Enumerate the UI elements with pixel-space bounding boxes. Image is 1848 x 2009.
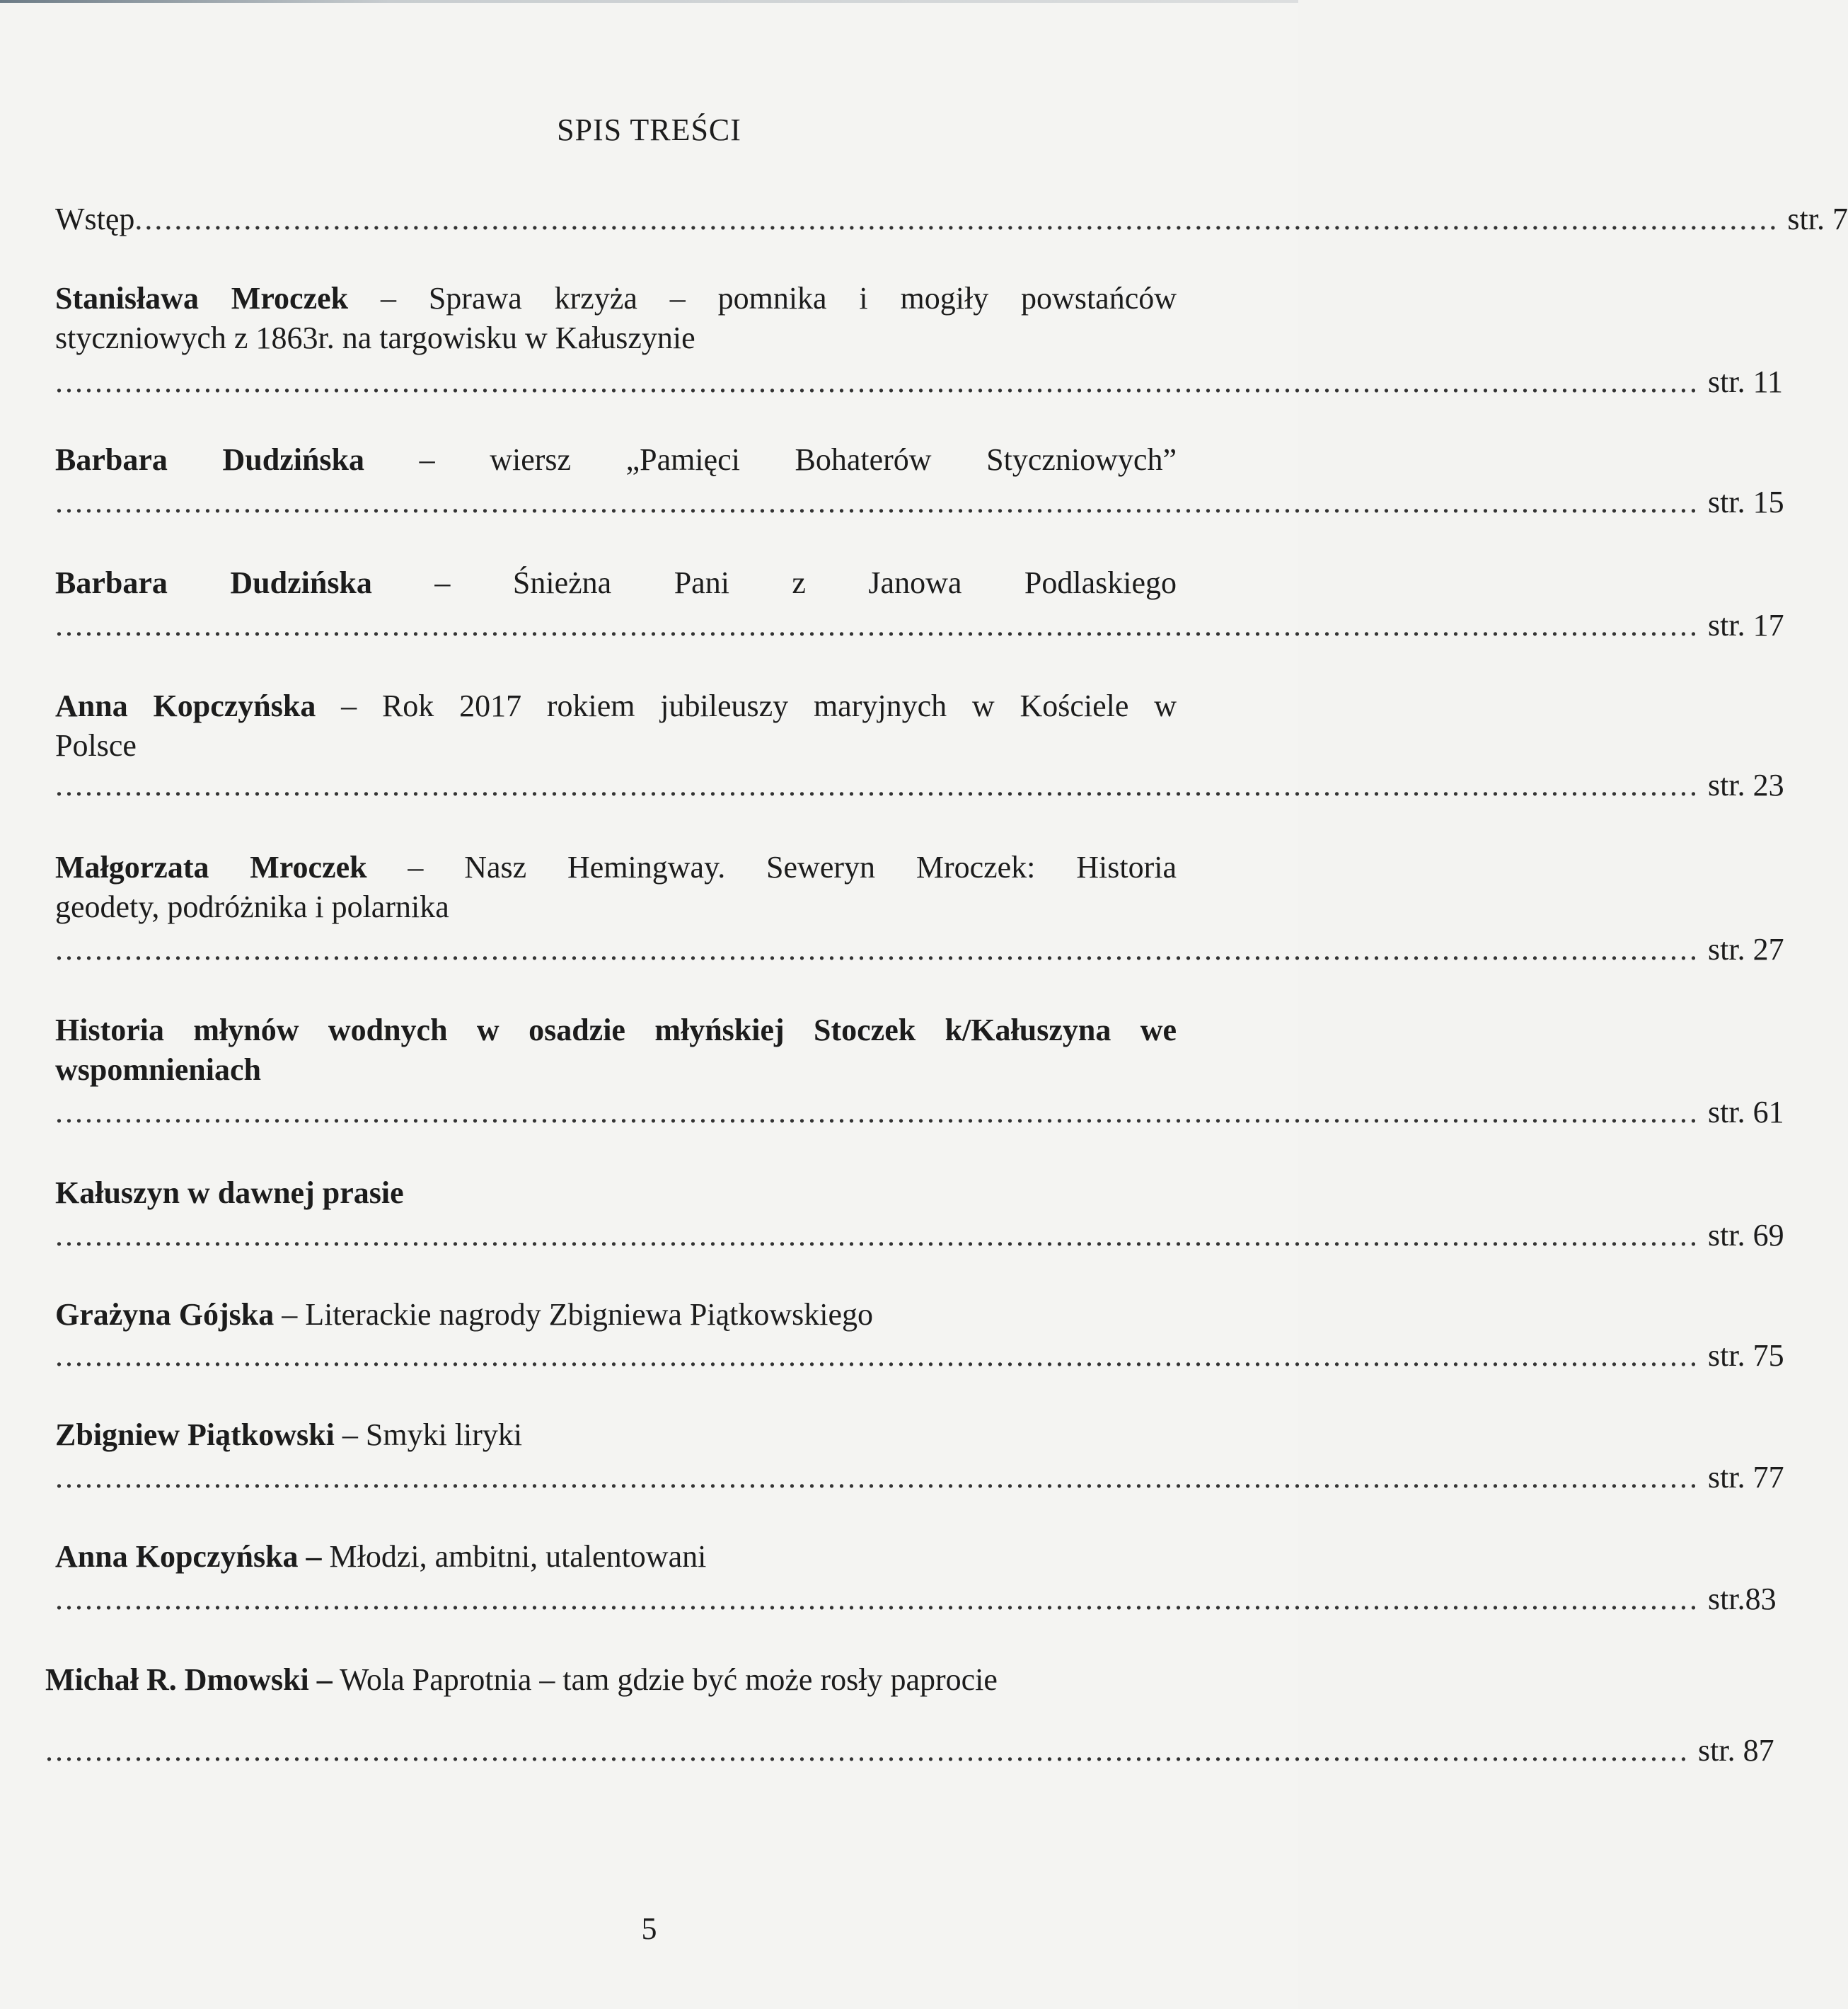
entry-author: Barbara Dudzińska [55, 565, 372, 600]
entry-title: Wola Paprotnia – tam gdzie być może rosły paprocie [332, 1662, 998, 1697]
toc-entry-7 [55, 1173, 1177, 1213]
leader-dots: ...................................................................................................................................................................... [55, 1460, 1699, 1495]
toc-entry-6 [55, 1011, 1177, 1090]
page-reference: str.83 [1708, 1582, 1777, 1616]
page-reference: str. 77 [1708, 1460, 1784, 1495]
toc-entry-8-leader [55, 1336, 1784, 1376]
leader-dots: ...................................................................................................................................................................... [55, 932, 1699, 967]
toc-entry-9-leader [55, 1458, 1784, 1497]
leader-dots: ...................................................................................................................................................................... [55, 768, 1699, 802]
toc-entry-10-leader [55, 1579, 1777, 1619]
toc-entry-4-leader [55, 766, 1784, 805]
page-title: SPIS TREŚCI [557, 113, 741, 147]
toc-entry-2-leader [55, 483, 1784, 522]
entry-title-continued: Polsce [55, 728, 137, 763]
leader-dots: ...................................................................................................................................................................... [55, 608, 1699, 643]
page-reference: str. 17 [1708, 608, 1784, 643]
entry-title-continued: geodety, podróżnika i polarnika [55, 890, 449, 924]
page-reference: str. 69 [1708, 1218, 1784, 1253]
leader-dots: ...................................................................................................................................................................... [55, 364, 1699, 399]
page-reference: str. 61 [1708, 1095, 1784, 1129]
entry-author: Barbara Dudzińska [55, 442, 365, 477]
leader-dots: ...................................................................................................................................................................... [45, 1733, 1690, 1768]
entry-author: Zbigniew Piątkowski [55, 1417, 335, 1452]
entry-title-continued: wspomnieniach [55, 1052, 261, 1087]
leader-dots: ...................................................................................................................................................................... [55, 1095, 1699, 1129]
entry-author: Małgorzata Mroczek [55, 850, 367, 885]
toc-entry-1-leader [55, 362, 1783, 402]
leader-dots: ...................................................................................................................................................................... [55, 485, 1699, 519]
toc-entry-11-leader [45, 1731, 1774, 1771]
scan-top-edge [0, 0, 1298, 3]
entry-label: Wstęp [55, 202, 135, 236]
toc-entry-9 [55, 1415, 1177, 1455]
page-reference: str. 7 [1787, 202, 1848, 236]
toc-entry-5-leader [55, 930, 1784, 969]
entry-title: – Literackie nagrody Zbigniewa Piątkowskiego [274, 1297, 873, 1332]
toc-entry-1 [55, 279, 1177, 358]
leader-dots: ...................................................................................................................................................................... [55, 1338, 1699, 1373]
leader-dots: ...................................................................................................................................................................... [55, 1218, 1699, 1253]
toc-entry-5 [55, 848, 1177, 927]
entry-title: Historia młynów wodnych w osadzie młyńskiej Stoczek k/Kałuszyna we [55, 1013, 1177, 1047]
toc-entry-11 [45, 1660, 1167, 1700]
leader-dots: ...................................................................................................................................................................... [134, 202, 1779, 236]
entry-title: – wiersz „Pamięci Bohaterów Styczniowych” [364, 442, 1177, 477]
toc-entry-intro [55, 200, 1848, 239]
page-reference: str. 23 [1708, 768, 1784, 802]
leader-dots: ...................................................................................................................................................................... [55, 1582, 1699, 1616]
entry-title: – Sprawa krzyża – pomnika i mogiły powstańców [348, 281, 1177, 316]
page-number: 5 [641, 1911, 657, 1946]
toc-entry-10 [55, 1537, 1177, 1577]
entry-title: – Śnieżna Pani z Janowa Podlaskiego [371, 565, 1177, 600]
toc-entry-2 [55, 440, 1177, 480]
entry-author: Stanisława Mroczek [55, 281, 349, 316]
entry-title: Kałuszyn w dawnej prasie [55, 1175, 404, 1210]
page-reference: str. 87 [1698, 1733, 1774, 1768]
entry-title: – Rok 2017 rokiem jubileuszy maryjnych w Kościele w [316, 689, 1177, 723]
entry-author: Anna Kopczyńska [55, 689, 316, 723]
toc-entry-4 [55, 686, 1177, 766]
page-reference: str. 75 [1708, 1338, 1784, 1373]
entry-author: Anna Kopczyńska – [55, 1539, 322, 1574]
page-reference: str. 27 [1708, 932, 1784, 967]
entry-title-continued: styczniowych z 1863r. na targowisku w Kałuszynie [55, 321, 695, 355]
entry-author: Michał R. Dmowski – [45, 1662, 333, 1697]
toc-entry-3-leader [55, 606, 1784, 645]
toc-entry-7-leader [55, 1216, 1784, 1255]
page-reference: str. 11 [1708, 364, 1783, 399]
page-reference: str. 15 [1708, 485, 1784, 519]
entry-title: – Nasz Hemingway. Seweryn Mroczek: Historia [366, 850, 1177, 885]
entry-title: – Smyki liryki [334, 1417, 523, 1452]
toc-entry-3 [55, 563, 1177, 603]
toc-entry-6-leader [55, 1093, 1784, 1132]
entry-author: Grażyna Gójska [55, 1297, 275, 1332]
entry-title: Młodzi, ambitni, utalentowani [321, 1539, 707, 1574]
toc-entry-8 [55, 1295, 1177, 1335]
